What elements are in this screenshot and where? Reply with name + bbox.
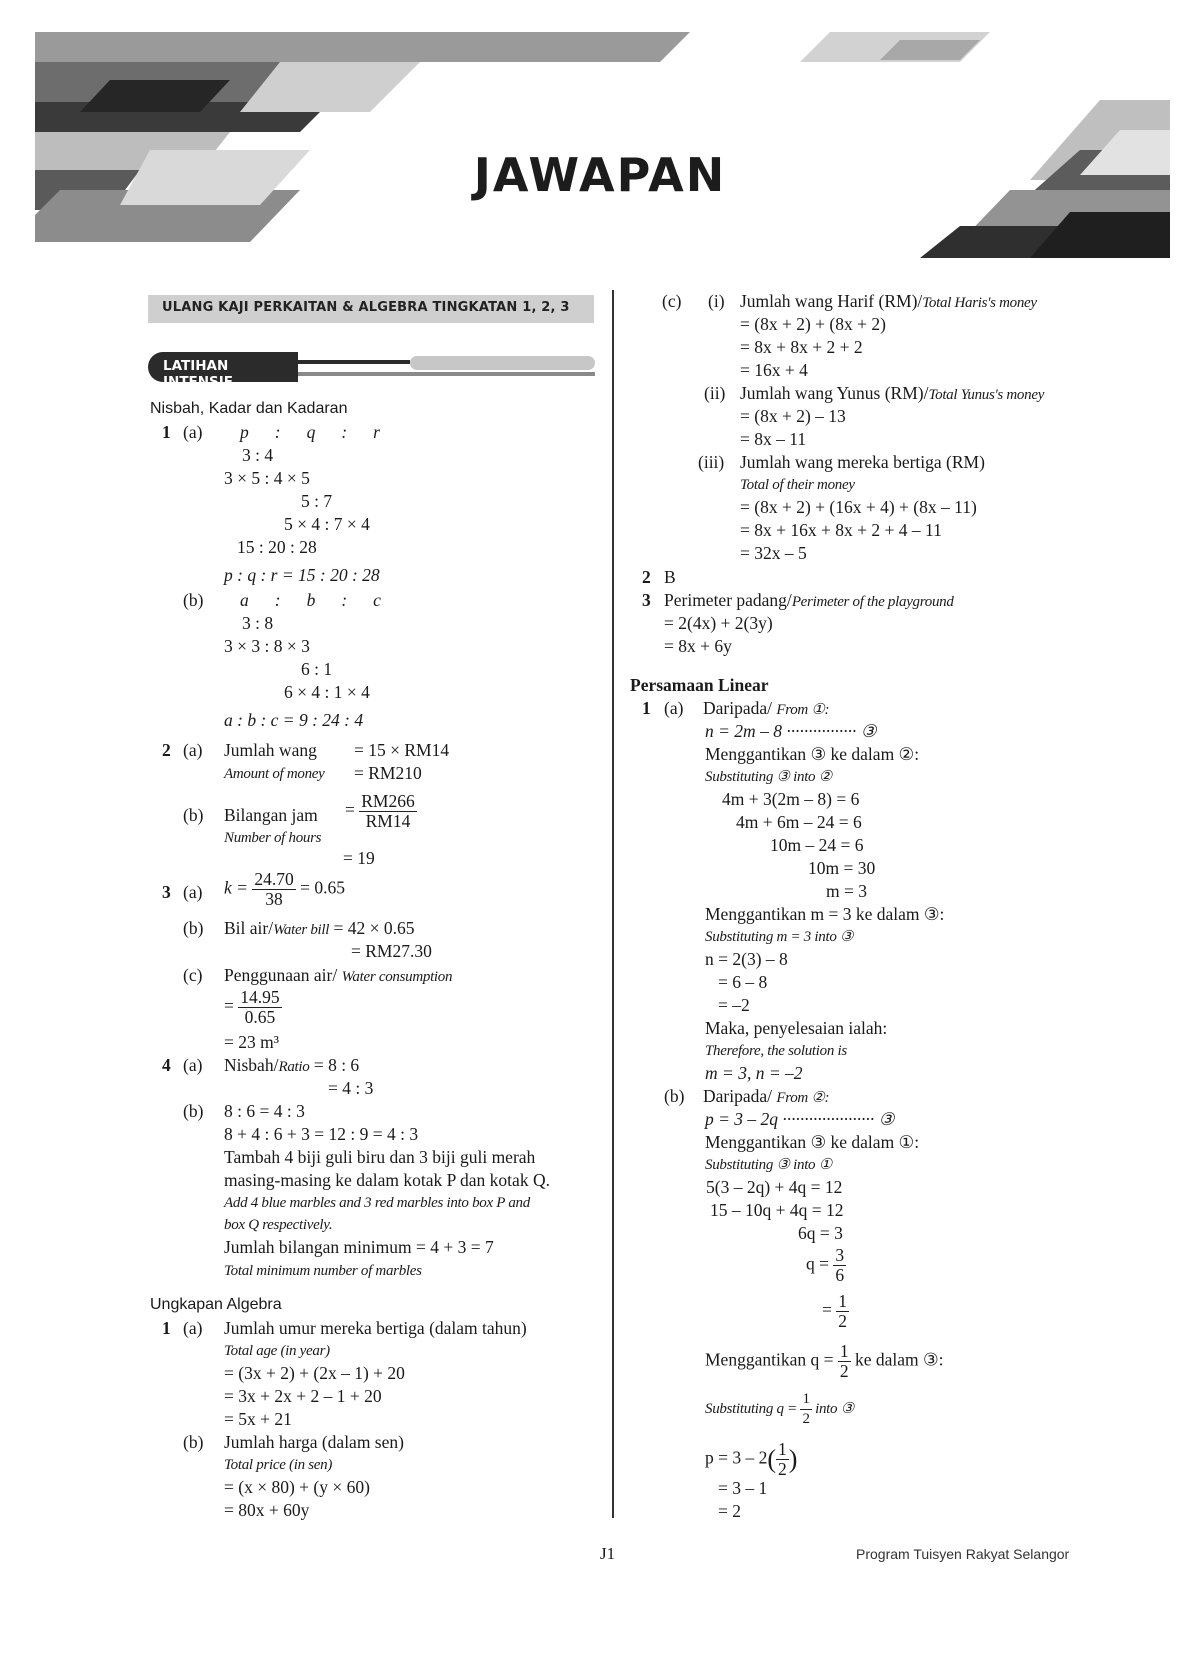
part-label: (c) xyxy=(183,965,203,985)
text-line: = (8x + 2) – 13 xyxy=(740,406,846,426)
text-line: 5 : 7 xyxy=(301,491,333,511)
q-number: 3 xyxy=(162,882,171,902)
text-line: Therefore, the solution is xyxy=(705,1043,847,1059)
text-line: = (x × 80) + (y × 60) xyxy=(224,1477,370,1497)
part-label: (i) xyxy=(708,291,725,311)
text-line: Jumlah bilangan minimum = 4 + 3 = 7 xyxy=(224,1237,494,1257)
text-line: 15 : 20 : 28 xyxy=(237,537,317,557)
text-line: = 8x + 8x + 2 + 2 xyxy=(740,337,863,357)
text-line: 4m + 3(2m – 8) = 6 xyxy=(722,789,860,809)
part-label: (a) xyxy=(183,422,203,442)
linear-title: Persamaan Linear xyxy=(630,675,769,695)
part-label: (iii) xyxy=(698,452,725,472)
latihan-pill: LATIHAN INTENSIF xyxy=(148,352,298,382)
text-line: 5 × 4 : 7 × 4 xyxy=(284,514,370,534)
page-title: JAWAPAN xyxy=(473,148,727,202)
text-line: Menggantikan ③ ke dalam ②: xyxy=(705,744,920,764)
text-line: 6q = 3 xyxy=(798,1223,843,1243)
text-line: Jumlah wang xyxy=(224,740,317,760)
text-line: = 32x – 5 xyxy=(740,543,807,563)
text-line: Nisbah/Ratio = 8 : 6 xyxy=(224,1055,360,1075)
text-line: p = 3 – 2( $\frac{1}{2}$ ) xyxy=(705,1439,798,1479)
part-label: (c) xyxy=(662,291,682,311)
header-banner xyxy=(0,0,1200,270)
part-label: (a) xyxy=(183,740,203,760)
q-number: 4 xyxy=(162,1055,171,1075)
part-label: (b) xyxy=(183,918,204,938)
text-line: 8 : 6 = 4 : 3 xyxy=(224,1101,305,1121)
text-line: Substituting ③ into ② xyxy=(705,769,832,785)
text-line: 15 – 10q + 4q = 12 xyxy=(710,1200,844,1220)
text-line: Number of hours xyxy=(224,830,322,846)
text-line: = 2(4x) + 2(3y) xyxy=(664,613,773,633)
ratio-header: a : b : c xyxy=(240,590,381,610)
text-line: Daripada/ From ②: xyxy=(703,1086,830,1106)
text-line: Add 4 blue marbles and 3 red marbles into box P and xyxy=(224,1195,530,1211)
text-line: 3 : 8 xyxy=(242,613,274,633)
text-line: = (8x + 2) + (8x + 2) xyxy=(740,314,886,334)
text-line: Menggantikan q = $\frac{1}{2}$ ke dalam ③: xyxy=(705,1341,944,1381)
text-line: Bil air/Water bill = 42 × 0.65 xyxy=(224,918,415,938)
text-line: n = 2(3) – 8 xyxy=(705,949,788,969)
part-label: (a) xyxy=(183,1318,203,1338)
text-line: = 80x + 60y xyxy=(224,1500,310,1520)
text-line: = 2 xyxy=(718,1501,741,1521)
text-line: = 8x + 16x + 8x + 2 + 4 – 11 xyxy=(740,520,942,540)
text-line: Total of their money xyxy=(740,477,855,493)
text-line: = 23 m³ xyxy=(224,1032,279,1052)
text-line: a : b : c = 9 : 24 : 4 xyxy=(224,710,364,730)
text-line: = 5x + 21 xyxy=(224,1409,292,1429)
text-line: = 3x + 2x + 2 – 1 + 20 xyxy=(224,1386,382,1406)
text-line: 10m = 30 xyxy=(808,858,876,878)
q-number: 1 xyxy=(162,422,171,442)
text-line: Total age (in year) xyxy=(224,1343,330,1359)
q-number: 2 xyxy=(642,567,651,587)
part-label: (b) xyxy=(183,1432,204,1452)
q-number: 3 xyxy=(642,590,651,610)
part-label: (ii) xyxy=(704,383,726,403)
text-line: box Q respectively. xyxy=(224,1217,333,1233)
part-label: (b) xyxy=(183,590,204,610)
text-line: = 15 × RM14 xyxy=(354,740,450,760)
fraction: = $\frac{14.95}{0.65}$ xyxy=(224,987,280,1027)
text-line: Bilangan jam xyxy=(224,805,318,825)
text-line: Daripada/ From ①: xyxy=(703,698,830,718)
page-number: J1 xyxy=(600,1544,616,1563)
text-line: = 8x + 6y xyxy=(664,636,732,656)
text-line: = 6 – 8 xyxy=(718,972,768,992)
text-line: = 19 xyxy=(343,848,375,868)
q-number: 2 xyxy=(162,740,171,760)
part-label: (a) xyxy=(183,1055,203,1075)
text-line: Maka, penyelesaian ialah: xyxy=(705,1018,888,1038)
text-line: = 4 : 3 xyxy=(328,1078,374,1098)
text-line: 5(3 – 2q) + 4q = 12 xyxy=(706,1177,843,1197)
text-line: p : q : r = 15 : 20 : 28 xyxy=(224,565,380,585)
text-line: = –2 xyxy=(718,995,750,1015)
text-line: 6 × 4 : 1 × 4 xyxy=(284,682,370,702)
text-line: Jumlah wang mereka bertiga (RM) xyxy=(740,452,985,472)
pill-bar-bottom xyxy=(298,372,595,376)
text-line: masing-masing ke dalam kotak P dan kotak Q. xyxy=(224,1170,550,1190)
text-line: m = 3, n = –2 xyxy=(705,1063,803,1083)
text-line: Penggunaan air/ Water consumption xyxy=(224,965,453,985)
text-line: 6 : 1 xyxy=(301,659,333,679)
text-line: Menggantikan m = 3 ke dalam ③: xyxy=(705,904,945,924)
text-line: Jumlah wang Yunus (RM)/Total Yunus's money xyxy=(740,383,1045,403)
text-line: 10m – 24 = 6 xyxy=(770,835,864,855)
text-line: = RM210 xyxy=(354,763,422,783)
text-line: m = 3 xyxy=(826,881,867,901)
fraction: = $\frac{1}{2}$ xyxy=(822,1291,847,1331)
q-number: 1 xyxy=(642,698,651,718)
text-line: p = 3 – 2q ····················· ③ xyxy=(705,1109,895,1129)
text-line: = 8x – 11 xyxy=(740,429,807,449)
part-label: (a) xyxy=(183,882,203,902)
text-line: = (8x + 2) + (16x + 4) + (8x – 11) xyxy=(740,497,977,517)
ratio-header: p : q : r xyxy=(240,422,380,442)
text-line: Substituting ③ into ① xyxy=(705,1157,832,1173)
pill-bar xyxy=(410,356,595,370)
fraction: = $\frac{RM266}{RM14}$ xyxy=(345,791,415,831)
text-line: Perimeter padang/Perimeter of the playground xyxy=(664,590,954,610)
pill-line xyxy=(298,360,410,364)
nisbah-title: Nisbah, Kadar dan Kadaran xyxy=(150,400,348,417)
text-line: Substituting m = 3 into ③ xyxy=(705,929,854,945)
text-line: Total price (in sen) xyxy=(224,1457,333,1473)
text-line: = (3x + 2) + (2x – 1) + 20 xyxy=(224,1363,405,1383)
part-label: (b) xyxy=(664,1086,685,1106)
answer: B xyxy=(664,567,676,587)
text-line: = 16x + 4 xyxy=(740,360,808,380)
q-number: 1 xyxy=(162,1318,171,1338)
text-line: = RM27.30 xyxy=(351,941,432,961)
text-line: Jumlah harga (dalam sen) xyxy=(224,1432,404,1452)
text-line: Amount of money xyxy=(224,766,325,782)
text-line: Total minimum number of marbles xyxy=(224,1263,422,1279)
text-line: 3 : 4 xyxy=(242,445,274,465)
text-line: Menggantikan ③ ke dalam ①: xyxy=(705,1132,920,1152)
part-label: (b) xyxy=(183,1101,204,1121)
text-line: Tambah 4 biji guli biru dan 3 biji guli merah xyxy=(224,1147,536,1167)
column-divider xyxy=(612,290,614,1518)
fraction: k = $\frac{24.70}{38}$ = 0.65 xyxy=(224,869,345,909)
text-line: 3 × 5 : 4 × 5 xyxy=(224,468,310,488)
text-line: Substituting q = $\frac{1}{2}$ into ③ xyxy=(705,1391,854,1427)
text-line: n = 2m – 8 ················ ③ xyxy=(705,721,877,741)
part-label: (a) xyxy=(664,698,684,718)
program-name: Program Tuisyen Rakyat Selangor xyxy=(856,1546,1070,1562)
fraction: q = $\frac{3}{6}$ xyxy=(806,1245,845,1285)
text-line: Jumlah umur mereka bertiga (dalam tahun) xyxy=(224,1318,527,1338)
text-line: 8 + 4 : 6 + 3 = 12 : 9 = 4 : 3 xyxy=(224,1124,419,1144)
text-line: Jumlah wang Harif (RM)/Total Haris's money xyxy=(740,291,1037,311)
text-line: 3 × 3 : 8 × 3 xyxy=(224,636,310,656)
text-line: = 3 – 1 xyxy=(718,1478,768,1498)
ungkapan-title: Ungkapan Algebra xyxy=(150,1296,282,1313)
text-line: 4m + 6m – 24 = 6 xyxy=(736,812,862,832)
part-label: (b) xyxy=(183,805,204,825)
section-heading: ULANG KAJI PERKAITAN & ALGEBRA TINGKATAN 1, 2, 3 xyxy=(148,295,594,323)
